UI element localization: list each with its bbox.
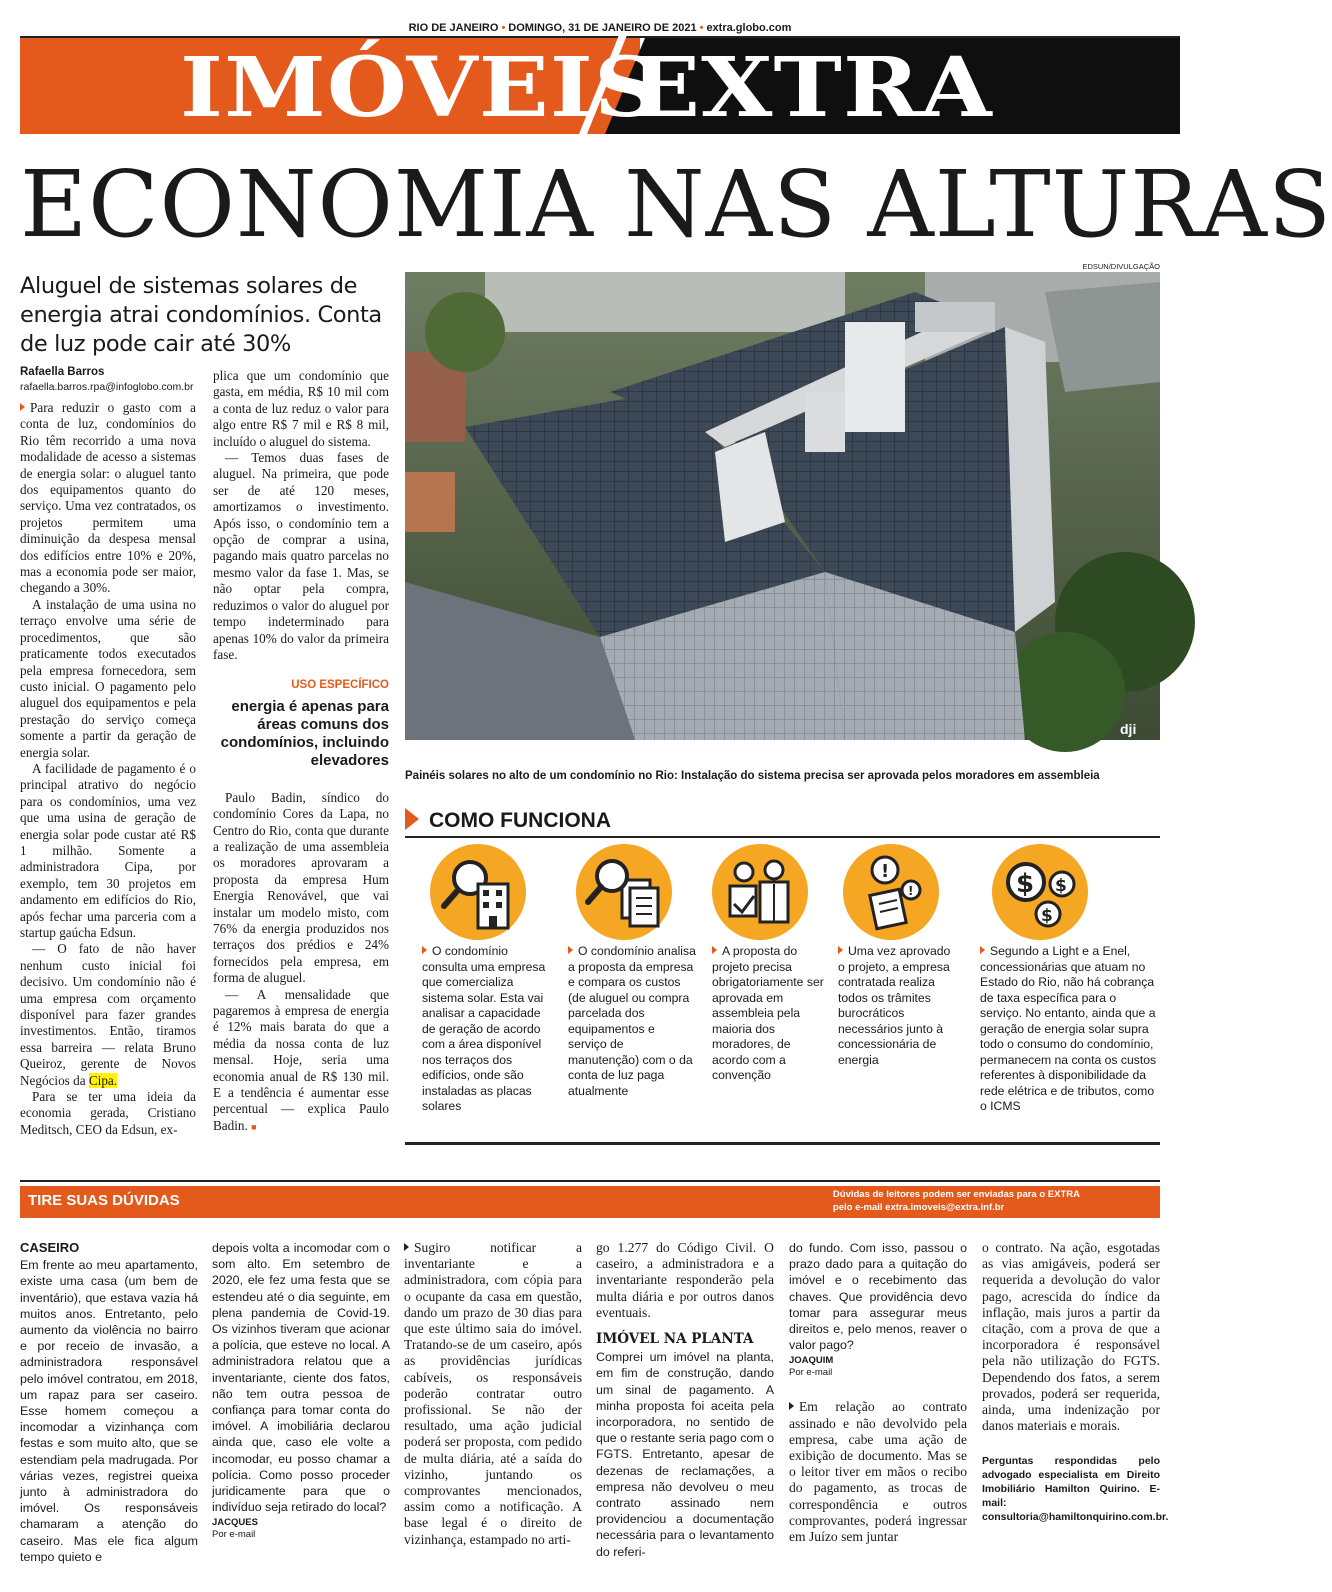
article-paragraph: A facilidade de pagamento é o principal atrativo do negócio para os condomínios, uma vez que uma usina de geração de energia solar pode custar até R$ 1 milhão. Somente a administradora Cipa, por exemplo, tem 30 projetos em andamento em edifícios do Rio, após fechar uma parceria com a startup gaúcha Edsun. (20, 760, 196, 940)
question-caseiro (20, 1240, 198, 1565)
tire-duvidas-note: Dúvidas de leitores podem ser enviadas para o EXTRA pelo e-mail extra.imoveis@extra.inf.br (832, 1189, 1080, 1213)
arrow-bullet-icon (20, 403, 25, 411)
svg-text:$: $ (1041, 906, 1053, 926)
question-title: IMÓVEL NA PLANTA (596, 1331, 754, 1348)
article-paragraph: Para se ter uma ideia da economia gerada, Cristiano Meditsch, CEO da Edsun, ex- (20, 1089, 196, 1137)
reader-via: Por e-mail (212, 1529, 256, 1541)
svg-text:dji: dji (1120, 721, 1137, 737)
byline-name: Rafaella Barros (20, 366, 105, 378)
article-column-1 (20, 400, 196, 1138)
question-caseiro-cont (212, 1240, 390, 1541)
question-text: Em frente ao meu apartamento, existe uma casa (um bem de inventário), que estava vazia há muitos anos. Entretanto, pelo aumento da violência no bairro e por receio de invasão, a administradora responsável pelo imóvel contratou, em 2018, um rapaz para ser caseiro. Esse homem começou a incomodar a vizinhança com festas e som muito alto, que se estendiam pela madrugada. Por várias vezes, registrei queixa junto à administradora do imóvel. Os responsáveis chamaram a atenção do caseiro. Mas ele fica algum tempo quieto e (20, 1258, 198, 1564)
play-triangle-icon (405, 808, 419, 830)
solar-building-photo (405, 272, 1160, 740)
kicker: USO ESPECÍFICO (291, 679, 389, 692)
clipboard-alert-icon (843, 844, 939, 940)
question-text: depois volta a incomodar com o som alto. Em setembro de 2020, ele fez uma festa que se estendeu até o dia seguinte, em plena pandemia de Covid-19. Os vizinhos tiveram que acionar a polícia, que esteve no local. A administradora relatou que a inventariante, ciente dos fatos, não tem outra pessoa de confiança para tomar conta do imóvel. A imobiliária declarou ainda que, caso ele volte a incomodar, eu posso chamar a polícia. Como posso proceder juridicamente para que o indivíduo seja retirado do local? (212, 1241, 390, 1515)
dateline-site[interactable]: extra.globo.com (706, 22, 792, 34)
tire-duvidas-bar (20, 1186, 1160, 1218)
answer-caseiro-cont (596, 1240, 774, 1560)
photo-credit: EDSUN/DIVULGAÇÃO (1082, 262, 1160, 271)
reader-name: JACQUES (212, 1517, 258, 1529)
question-title: CASEIRO (20, 1240, 80, 1255)
answer-text: Em relação ao contrato assinado e não devolvido pela empresa, cabe uma ação de exibição de documento. Mas se o leitor tiver em mãos o recibo do pagamento, as trocas de correspondência e outros comprovantes, poderá ingressar em Juízo sem juntar (789, 1399, 967, 1545)
como-funciona-step-2: O condomínio analisa a proposta da empresa e compara os custos (de aluguel ou compra parcelada dos equipamentos e serviço de manutenção) com o da conta de luz paga atualmente (568, 944, 696, 1098)
article-paragraph: — O fato de não haver nenhum custo inicial foi decisivo. Um condomínio não é uma empresa com orçamento disponível para fazer grandes investimentos. Então, tiramos essa barreira — relata Bruno Queiroz, gerente de Novos Negócios da Cipa. (20, 941, 196, 1088)
article-paragraph: Para reduzir o gasto com a conta de luz, condomínios do Rio têm recorrido a uma nova modalidade de acesso a sistemas de energia solar: o aluguel tanto dos equipamentos quanto do serviço. Uma vez contratados, os projetos permitem uma diminuição da despesa mensal dos edifícios entre 10% e 20%, mas a economia pode ser maior, chegando a 30%. (20, 400, 196, 596)
article-paragraph: — Temos duas fases de aluguel. Na primeira, que pode ser de até 120 meses, amortizamos o investimento. Após isso, o condomínio tem a opção de comprar a usina, pagando mais quatro parcelas no mesmo valor da fase 1. Mas, se não optar pela compra, reduzimos o valor do aluguel por tempo indeterminado para apenas 10% do valor da primeira fase. (213, 450, 389, 662)
subhead: Aluguel de sistemas solares de energia atrai condomínios. Conta de luz pode cair até 30% (20, 273, 382, 357)
people-vote-icon (712, 844, 808, 940)
answer-caseiro (404, 1240, 582, 1548)
photo-caption: Painéis solares no alto de um condomínio no Rio: Instalação do sistema precisa ser aprovada pelos moradores em assembleia (405, 770, 1100, 782)
question-planta-cont (789, 1240, 967, 1545)
article-paragraph: Paulo Badin, síndico do condomínio Cores da Lapa, no Centro do Rio, conta que durante a realização de uma assembleia os moradores aprovaram a proposta da empresa Hum Energia Renovável, que vai instalar um modelo misto, com 76% da energia produzidos nos terraços dos prédios e 24% fornecidos pela empresa, em forma de aluguel. (213, 789, 389, 986)
tire-duvidas-title: TIRE SUAS DÚVIDAS (28, 1192, 180, 1209)
answer-text: o contrato. Na ação, esgotadas as vias amigáveis, poderá ser requerida a devolução do valor pago, acrescida do índice da inflação, mais juros a partir da citação, com a prova de que a incorporadora é responsável pela não utilização do FGTS. Dependendo dos fatos, a serem provados, poderá ser requerida, ainda, uma indenização por danos materiais e morais. (982, 1240, 1160, 1434)
question-text: Comprei um imóvel na planta, em fim de construção, dando um sinal de pagamento. A minha proposta foi aceita pela incorporadora, no sentido de que o restante seria pago com o FGTS. Entretanto, apesar de dezenas de reclamações, a empresa não devolveu o meu contrato assinado nem providenciou a documentação necessária para o levantamento do referi- (596, 1350, 774, 1559)
highlighted-text: Cipa. (88, 1072, 118, 1088)
magnifier-documents-icon (576, 844, 672, 940)
dateline-date: DOMINGO, 31 DE JANEIRO DE 2021 (508, 22, 697, 34)
masthead (20, 38, 1180, 134)
byline-email[interactable]: rafaella.barros.rpa@infoglobo.com.br (20, 381, 194, 393)
masthead-imoveis: IMÓVEIS (180, 40, 662, 136)
question-text: do fundo. Com isso, passou o prazo dado para a quitação do imóvel e o recebimento das chaves. Que providência devo tomar para assegurar meus direitos e, pelo menos, reaver o valor pago? (789, 1241, 967, 1353)
svg-text:$: $ (1055, 876, 1067, 896)
como-funciona-step-3: A proposta do projeto precisa obrigatoriamente ser aprovada em assembleia pela maioria dos moradores, de acordo com a convenção (712, 944, 824, 1082)
masthead-extra: EXTRA (630, 40, 993, 136)
como-funciona-title: COMO FUNCIONA (405, 808, 611, 833)
solar-building-image (405, 272, 1160, 740)
answer-text: Sugiro notificar a inventariante e a administradora, com cópia para o ocupante da casa em questão, dando um prazo de 30 dias para que este último saia do imóvel. Tratando-se de um caseiro, após as providências jurídicas cabíveis, os responsáveis poderão contratar outro profissional. Se não der resultado, uma ação judicial poderá ser proposta, com pedido de multa diária, até a saída do vizinho, juntando os comprovantes mencionados, assim como a notificação. A base legal é o direito de vizinhança, estampado no arti- (404, 1240, 582, 1547)
magnifier-building-icon (430, 844, 526, 940)
article-paragraph: — A mensalidade que pagaremos à empresa de energia é 12% mais barata do que a média da nossa conta de luz mensal. Hoje, seria uma economia anual de R$ 130 mil. E a tendência é aumentar esse percentual — explica Paulo Badin. ■ (213, 986, 389, 1133)
reader-via: Por e-mail (789, 1367, 833, 1379)
svg-text:!: ! (881, 861, 890, 882)
answer-planta-cont (982, 1240, 1169, 1524)
como-funciona-step-4: Uma vez aprovado o projeto, a empresa contratada realiza todos os trâmites burocráticos necessários junto à concessionária de energia (838, 944, 951, 1067)
dollar-coins-icon (992, 844, 1088, 940)
answers-footer: Perguntas respondidas pelo advogado especialista em Direito Imobiliário Hamilton Quirino. E-mail: consultoria@hamiltonquirino.com.br. (982, 1455, 1169, 1524)
headline: ECONOMIA NAS ALTURAS (20, 151, 1332, 258)
article-paragraph: plica que um condomínio que gasta, em média, R$ 10 mil com a conta de luz reduz o valor para algo entre R$ 7 mil e R$ 8 mil, incluído o aluguel do sistema. (213, 368, 389, 449)
reader-name: JOAQUIM (789, 1355, 834, 1367)
article-column-2 (213, 368, 389, 1135)
article-paragraph: A instalação de uma usina no terraço envolve uma série de procedimentos, que são praticamente todos executados pela empresa fornecedora, sem custo inicial. O pagamento pelo aluguel dos equipamentos e pela prestação do serviço começa somente a partir da geração de energia solar. (20, 596, 196, 760)
answer-text: go 1.277 do Código Civil. O caseiro, a administradora e a inventariante responderão pela multa diária e por outros danos eventuais. (596, 1240, 774, 1320)
dateline-city: RIO DE JANEIRO (408, 22, 499, 34)
svg-text:$: $ (1016, 869, 1035, 899)
dateline: RIO DE JANEIRO • DOMINGO, 31 DE JANEIRO DE 2021 • extra.globo.com (20, 18, 1180, 38)
como-funciona-step-1: O condomínio consulta uma empresa que comercializa sistema solar. Esta vai analisar a capacidade de geração de acordo com a área disponível nos terraços dos edifícios, onde são instaladas as placas solares (422, 944, 546, 1113)
pullquote: energia é apenas para áreas comuns dos condomínios, incluindo elevadores (220, 697, 389, 769)
como-funciona-step-5: Segundo a Light e a Enel, concessionárias que atuam no Estado do Rio, não há cobrança de taxa específica para o serviço. No entanto, ainda que a geração de energia solar supra todo o consumo do condomínio, permanecem na conta os custos referentes à disponibilidade da rede elétrica e de tributos, como o ICMS (980, 944, 1157, 1113)
svg-text:!: ! (908, 884, 914, 898)
